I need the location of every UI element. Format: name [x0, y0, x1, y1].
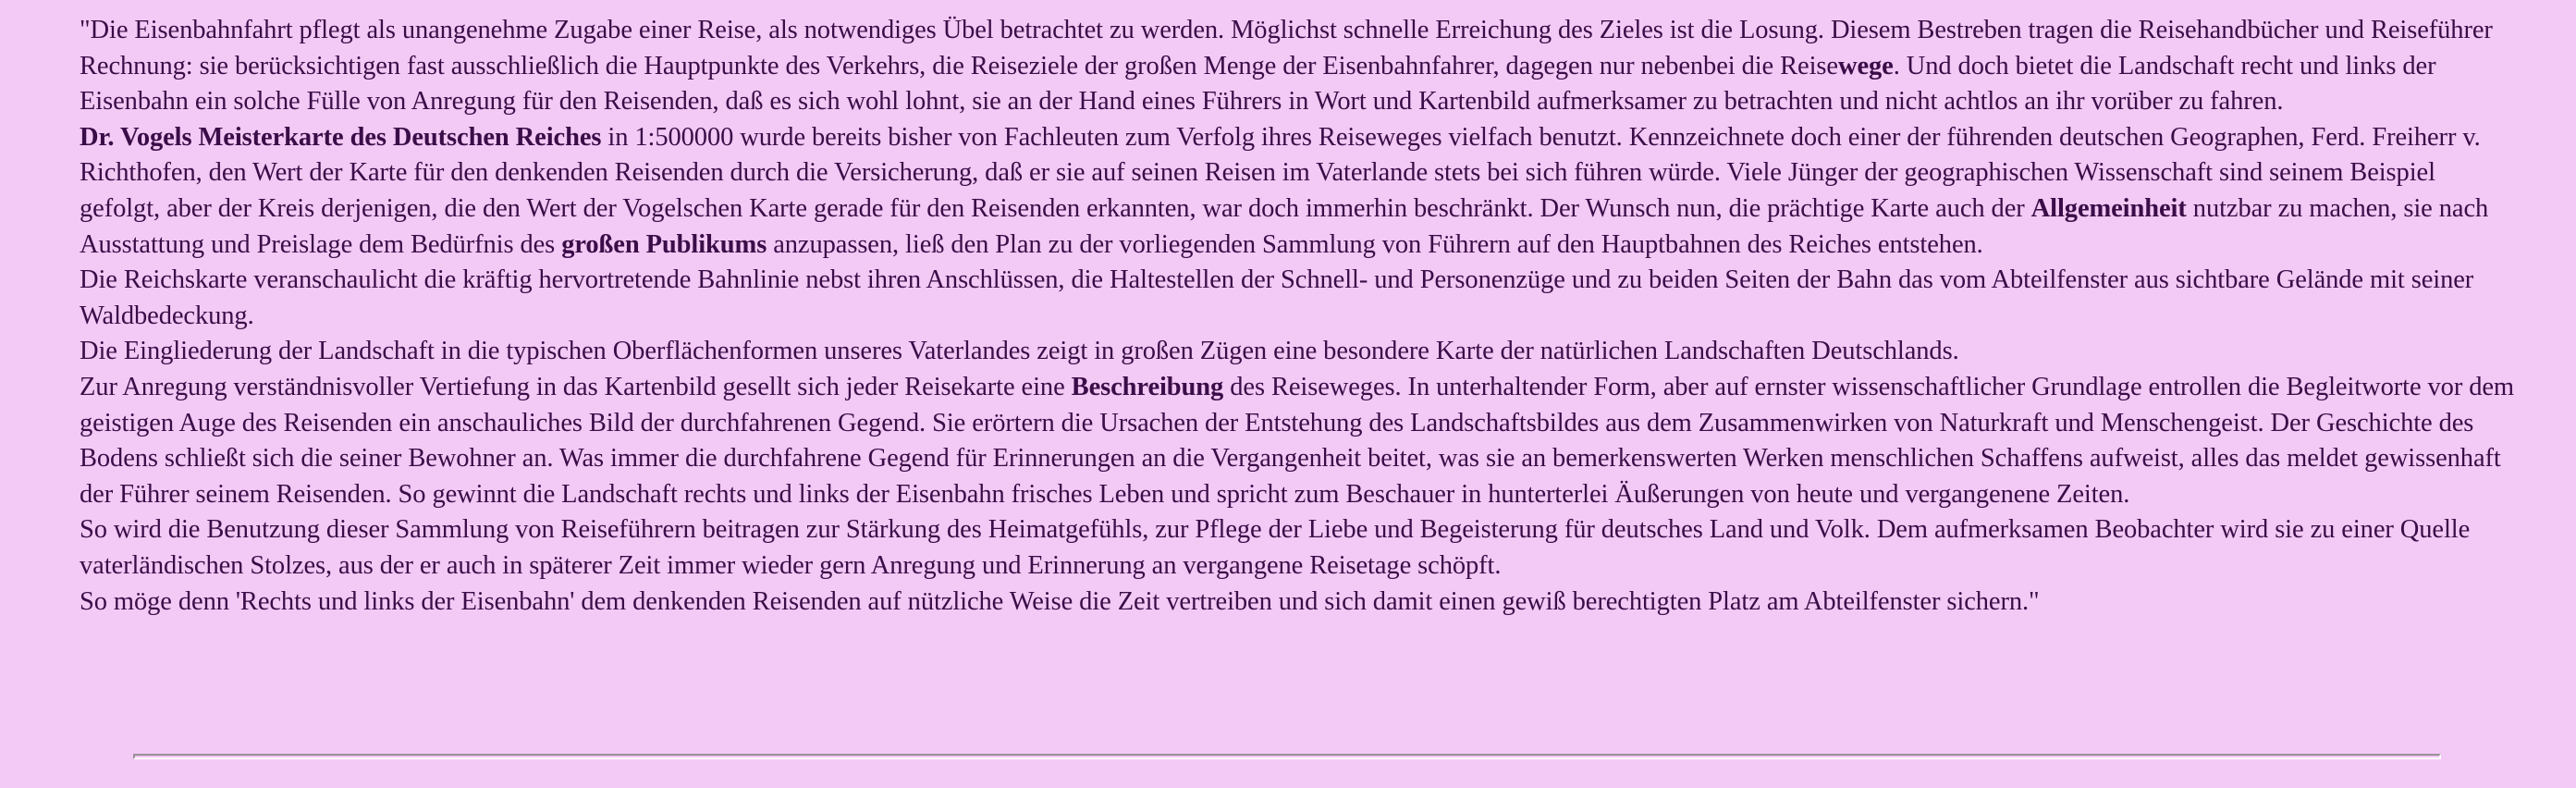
- bold-segment: wege: [1837, 51, 1894, 80]
- paragraph-eingliederung: [80, 334, 2521, 370]
- bold-segment: Allgemeinheit: [2030, 193, 2187, 223]
- text-segment: So möge denn 'Rechts und links der Eisenbahn' dem denkenden Reisenden auf nützliche Weise die Zeit vertreiben und sich damit einen gewiß berechtigten Platz am Abteilfenster sichern.": [80, 586, 2040, 616]
- paragraph-heimatgefuehl: [80, 512, 2521, 584]
- paragraph-closing: [80, 585, 2521, 621]
- text-segment: anzupassen, ließ den Plan zu der vorliegenden Sammlung von Führern auf den Hauptbahnen des Reiches entstehen.: [767, 229, 1983, 259]
- text-segment: "Die Eisenbahnfahrt pflegt als unangenehme Zugabe einer Reise, als notwendiges Übel betrachtet zu werden. Möglichst schnelle Erreichung des Zieles ist die Losung. Diesem Bestreben tragen die Reisehandbücher und Reiseführer Rechnung: sie berücksichtigen fast ausschließlich die Hauptpunkte des Verkehrs, die Reiseziele der großen Menge der Eisenbahnfahrer, dagegen nur nebenbei die Reise: [80, 16, 2493, 80]
- quoted-text-block: [80, 13, 2521, 620]
- text-segment: . Und doch bietet die Landschaft recht und links der Eisenbahn ein solche Fülle von Anregung für den Reisenden, daß es sich wohl lohnt, sie an der Hand eines Führers in Wort und Kartenbild aufmerksamer zu betrachten und nicht achtlos an ihr vorüber zu fahren.: [80, 51, 2436, 117]
- bold-segment: großen Publikums: [561, 229, 767, 259]
- paragraph-reichskarte: [80, 263, 2521, 334]
- paragraph-meisterkarte: [80, 120, 2521, 263]
- paragraph-intro: [80, 13, 2521, 120]
- bold-segment: Dr. Vogels Meisterkarte des Deutschen Reiches: [80, 122, 602, 152]
- text-segment: des Reiseweges. In unterhaltender Form, aber auf ernster wissenschaftlicher Grundlage entrollen die Begleitworte vor dem geistigen Auge des Reisenden ein anschauliches Bild der durchfahrenen Gegend. Sie erörtern die Ursachen der Entstehung des Landschaftsbildes aus dem Zusammenwirken von Naturkraft und Menschengeist. Der Geschichte des Bodens schließt sich die seiner Bewohner an. Was immer die durchfahrene Gegend für Erinnerungen an die Vergangenheit beitet, was sie an bemerkenswerten Werken menschlichen Schaffens aufweist, alles das meldet gewissenhaft der Führer seinem Reisenden. So gewinnt die Landschaft rechts und links der Eisenbahn frisches Leben und spricht zum Beschauer in hunterterlei Äußerungen von heute und vergangenene Zeiten.: [80, 372, 2515, 509]
- horizontal-rule: [133, 754, 2441, 759]
- text-segment: in 1:500000 wurde bereits bisher von Fachleuten zum Verfolg ihres Reiseweges vielfach benutzt. Kennzeichnete doch einer der führenden deutschen Geographen, Ferd. Freiherr v. Richthofen, den Wert der Karte für den denkenden Reisenden durch die Versicherung, daß er sie auf seinen Reisen im Vaterlande stets bei sich führen würde. Viele Jünger der geographischen Wissenschaft sind seinem Beispiel gefolgt, aber der Kreis derjenigen, die den Wert der Vogelschen Karte gerade für den Reisenden erkannten, war doch immerhin beschränkt. Der Wunsch nun, die prächtige Karte auch der: [80, 122, 2481, 223]
- text-segment: Zur Anregung verständnisvoller Vertiefung in das Kartenbild gesellt sich jeder Reisekarte eine: [80, 372, 1072, 401]
- text-segment: nutzbar zu machen, sie nach Ausstattung und Preislage dem Bedürfnis des: [80, 193, 2489, 259]
- text-segment: Die Eingliederung der Landschaft in die typischen Oberflächenformen unseres Vaterlandes zeigt in großen Zügen eine besondere Karte der natürlichen Landschaften Deutschlands.: [80, 337, 1959, 366]
- text-segment: Die Reichskarte veranschaulicht die kräftig hervortretende Bahnlinie nebst ihren Anschlüssen, die Haltestellen der Schnell- und Personenzüge und zu beiden Seiten der Bahn das vom Abteilfenster aus sichtbare Gelände mit seiner Waldbedeckung.: [80, 265, 2474, 330]
- text-segment: So wird die Benutzung dieser Sammlung von Reiseführern beitragen zur Stärkung des Heimatgefühls, zur Pflege der Liebe und Begeisterung für deutsches Land und Volk. Dem aufmerksamen Beobachter wird sie zu einer Quelle vaterländischen Stolzes, aus der er auch in späterer Zeit immer wieder gern Anregung und Erinnerung an vergangene Reisetage schöpft.: [80, 515, 2471, 580]
- paragraph-beschreibung: [80, 370, 2521, 512]
- bold-segment: Beschreibung: [1071, 372, 1224, 401]
